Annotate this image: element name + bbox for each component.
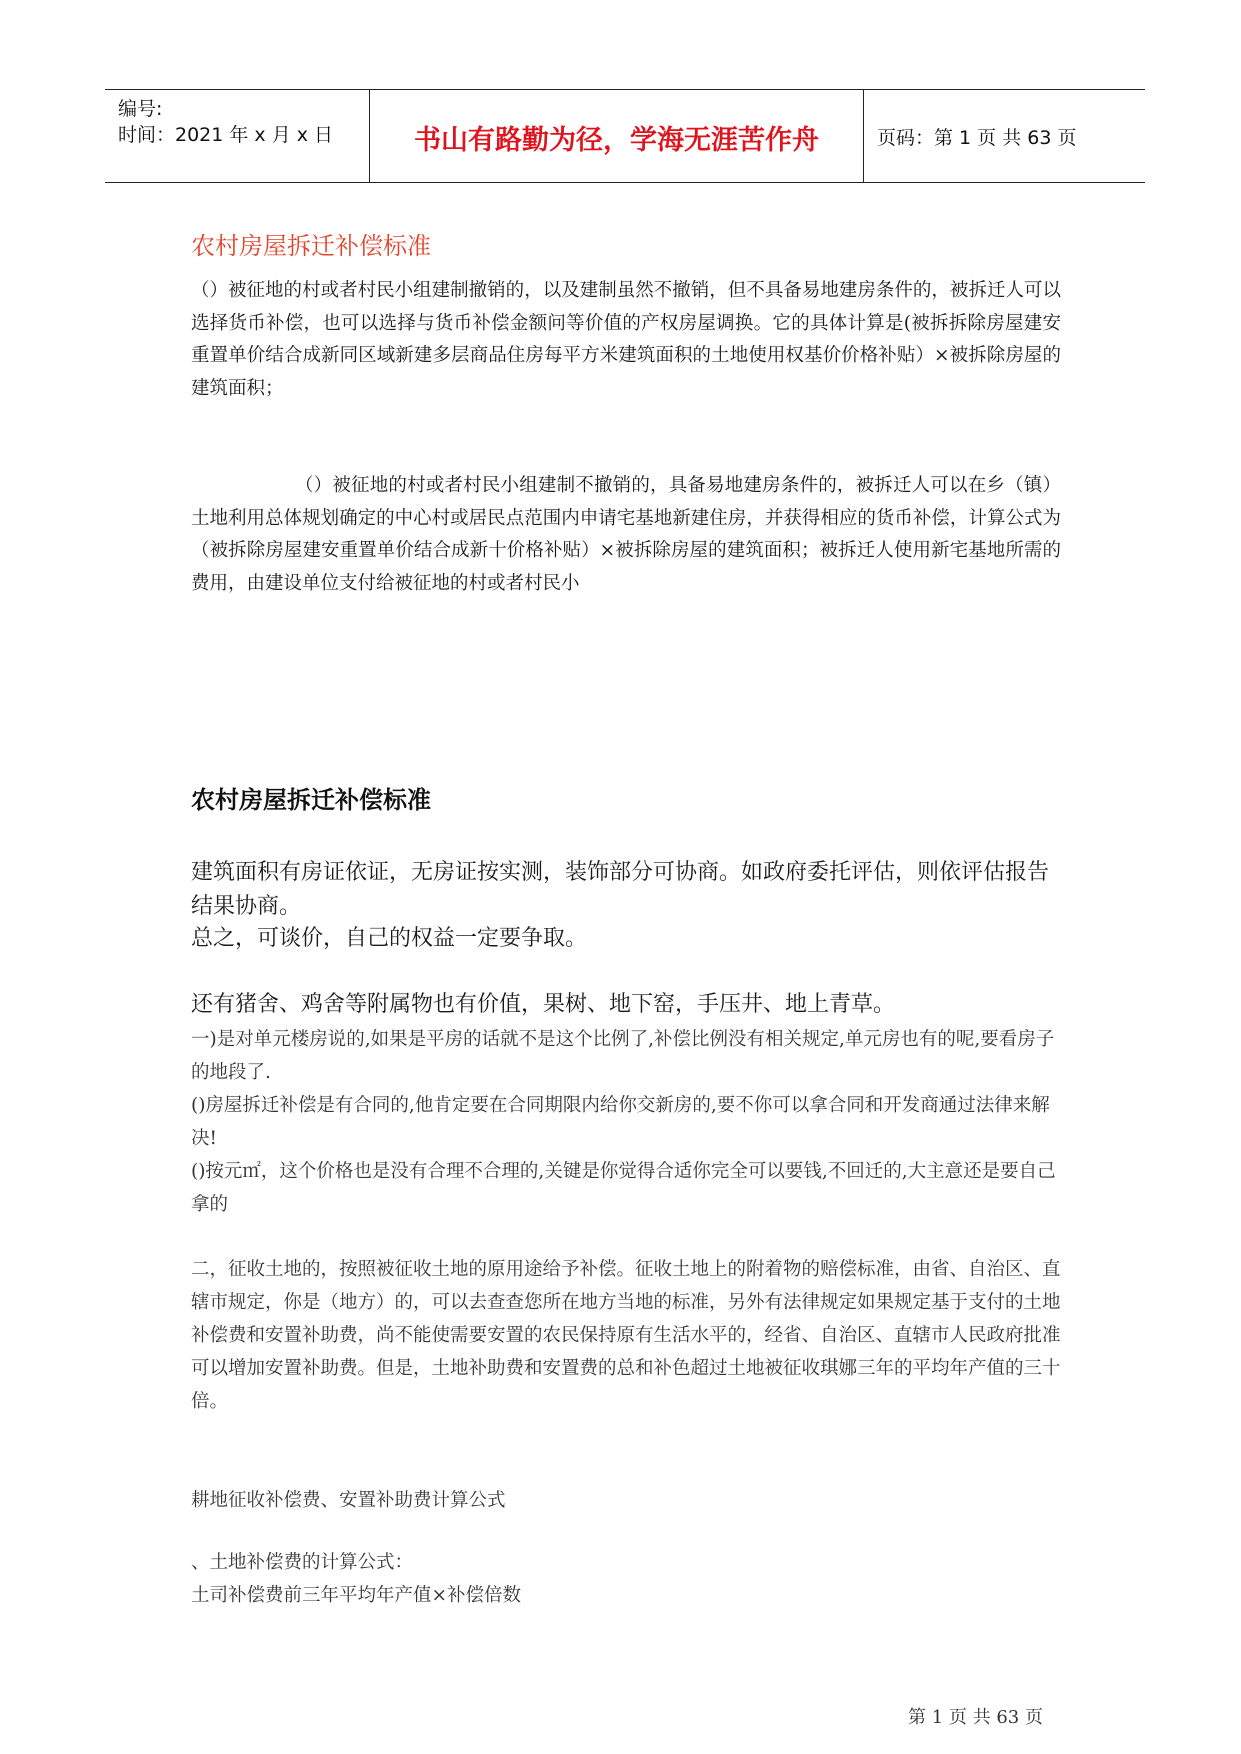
- header-motto: 书山有路勤为径，学海无涯苦作舟: [414, 125, 819, 156]
- header-page-cell: [864, 90, 1145, 182]
- section1-paragraph-1: （）被征地的村或者村民小组建制撤销的，以及建制虽然不撤销，但不具备易地建房条件的，被拆迁人可以选择货币补偿，也可以选择与货币补偿金额问等价值的产权房屋调换。它的具体计算是(被拆拆除房屋建安重置单价结合成新同区域新建多层商品住房每平方米建筑面积的土地使用权基价价格补贴）×被拆除房屋的建筑面积；: [191, 280, 1061, 399]
- section2-item-2: ()房屋拆迁补偿是有合同的,他肯定要在合同期限内给你交新房的,要不你可以拿合同和开发商通过法律来解决!: [191, 1095, 1050, 1149]
- section2-item-3: ()按元㎡，这个价格也是没有合理不合理的,关键是你觉得合适你完全可以要钱,不回迁的,大主意还是要自己拿的: [191, 1161, 1056, 1215]
- formula-subtitle: 、土地补偿费的计算公式：: [191, 1552, 414, 1573]
- section1-paragraph-2: （）被征地的村或者村民小组建制不撤销的，具备易地建房条件的，被拆迁人可以在乡（镇）土地利用总体规划确定的中心村或居民点范围内申请宅基地新建住房，并获得相应的货币补偿，计算公式为（被拆除房屋建安重置单价结合成新十价格补贴）×被拆除房屋的建筑面积；被拆迁人使用新宅基地所需的费用，由建设单位支付给被征地的村或者村民小: [191, 475, 1061, 594]
- formula-title: 耕地征收补偿费、安置补助费计算公式: [191, 1490, 506, 1511]
- page-footer: 第 1 页 共 63 页: [908, 1707, 1043, 1728]
- section1-title: 农村房屋拆迁补偿标准: [191, 232, 431, 260]
- doc-time-label: 时间：2021 年 x 月 x 日: [118, 124, 334, 146]
- page-header: [105, 89, 1145, 183]
- section2-summary: 总之，可谈价，自己的权益一定要争取。: [191, 926, 588, 951]
- doc-number-label: 编号:: [118, 98, 163, 120]
- header-page-label: 页码：第 1 页 共 63 页: [877, 127, 1077, 149]
- section2-title: 农村房屋拆迁补偿标准: [191, 786, 431, 814]
- section2-area-note: 建筑面积有房证依证，无房证按实测，装饰部分可协商。如政府委托评估，则依评估报告结果协商。: [191, 860, 1050, 919]
- formula-line: 土司补偿费前三年平均年产值×补偿倍数: [191, 1585, 522, 1606]
- header-info-cell: [105, 90, 369, 182]
- section2-attachments: 还有猪舍、鸡舍等附属物也有价值，果树、地下窑，手压井、地上青草。: [191, 992, 896, 1017]
- section2-item-1: 一)是对单元楼房说的,如果是平房的话就不是这个比例了,补偿比例没有相关规定,单元房也有的呢,要看房子的地段了.: [191, 1029, 1055, 1083]
- header-motto-cell: [369, 90, 864, 182]
- land-compensation-paragraph: 二，征收土地的，按照被征收土地的原用途给予补偿。征收土地上的附着物的赔偿标准，由省、自治区、直辖市规定，你是（地方）的，可以去查查您所在地方当地的标准，另外有法律规定如果规定基于支付的土地补偿费和安置补助费，尚不能使需要安置的农民保持原有生活水平的，经省、自治区、直辖市人民政府批准可以增加安置补助费。但是，土地补助费和安置费的总和补色超过土地被征收琪娜三年的平均年产值的三十倍。: [191, 1259, 1061, 1412]
